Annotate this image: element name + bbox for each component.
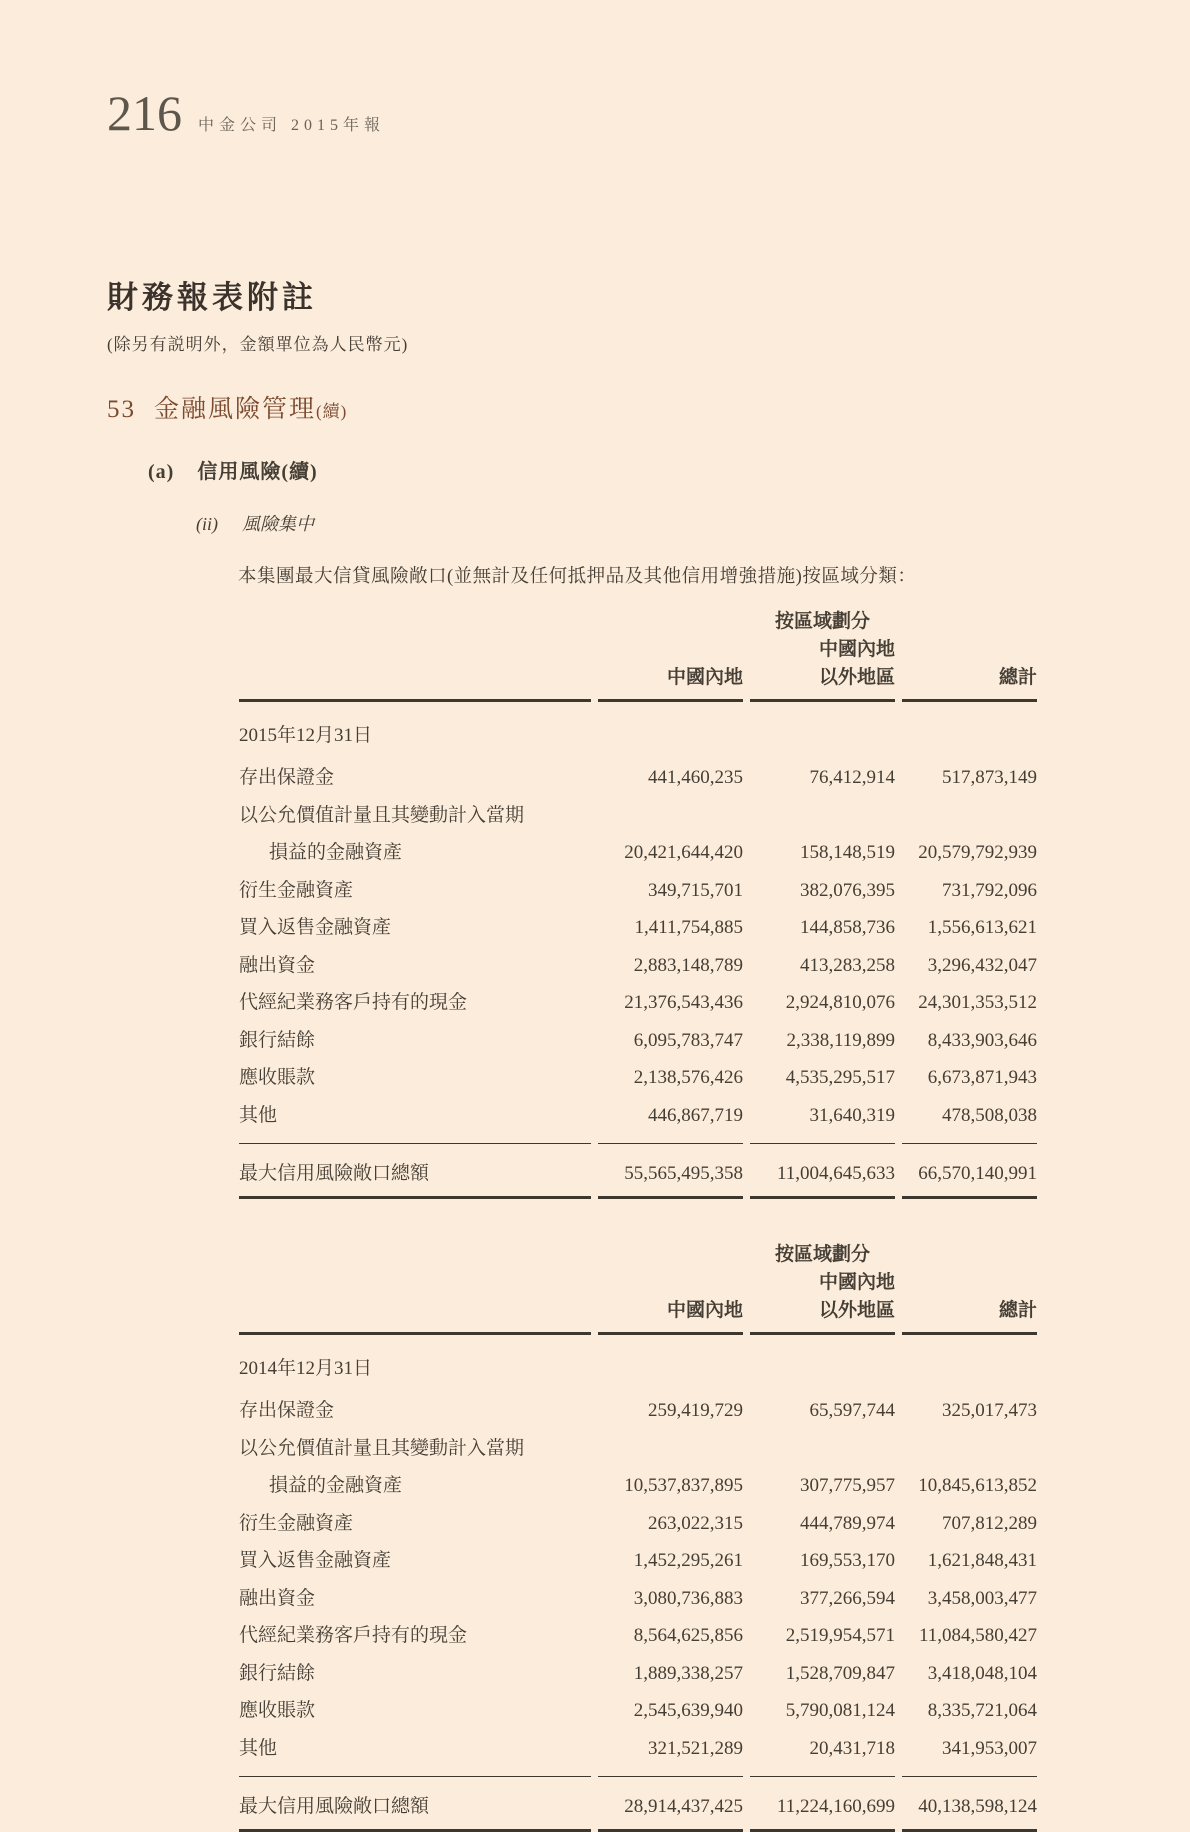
total-label: 最大信用風險敞口總額 (239, 1777, 591, 1832)
cell-value: 413,283,258 (800, 954, 895, 976)
report-brand: 中金公司 2015年報 (198, 117, 386, 134)
subsubsection-heading (196, 510, 1083, 536)
cell-value: 263,022,315 (648, 1512, 743, 1534)
cell-value: 20,579,792,939 (918, 842, 1037, 863)
cell-value: 3,458,003,477 (927, 1587, 1037, 1609)
table-row (239, 1430, 1037, 1468)
cell-value (598, 1430, 743, 1468)
cell-value: 441,460,235 (648, 767, 743, 788)
page-header (107, 85, 386, 141)
table-row (239, 797, 1037, 835)
total-value: 11,224,160,699 (750, 1777, 895, 1832)
section-title: 金融風險管理 (154, 396, 317, 423)
cell-value: 259,419,729 (648, 1400, 743, 1421)
cell-value: 349,715,701 (648, 879, 743, 901)
cell-value: 5,790,081,124 (785, 1700, 895, 1721)
cell-value: 382,076,395 (800, 879, 895, 901)
header-col3-bottom: 以外地區 (750, 1297, 895, 1335)
cell-value: 8,433,903,646 (927, 1029, 1037, 1051)
cell-value: 2,924,810,076 (785, 992, 895, 1013)
row-label: 銀行結餘 (239, 1029, 316, 1051)
row-label: 應收賬款 (239, 1700, 316, 1721)
row-label: 其他 (239, 1730, 591, 1778)
total-row (239, 1144, 1037, 1199)
row-label: 代經紀業務客戶持有的現金 (239, 1625, 468, 1646)
cell-value: 20,431,718 (750, 1730, 895, 1778)
row-label: 損益的金融資產 (269, 842, 403, 863)
row-label: 應收賬款 (239, 1067, 316, 1088)
total-value: 40,138,598,124 (902, 1777, 1037, 1832)
cell-value: 1,528,709,847 (785, 1662, 895, 1684)
table-rows-2015 (239, 702, 1037, 1199)
header-group-row (239, 1241, 1037, 1269)
document-title: 財務報表附註 (107, 280, 317, 315)
row-label: 代經紀業務客戶持有的現金 (239, 992, 468, 1013)
cell-value: 8,335,721,064 (927, 1700, 1037, 1721)
section-number: 53 (107, 396, 136, 423)
cell-value: 10,845,613,852 (918, 1475, 1037, 1496)
cell-value (750, 1430, 895, 1468)
table-row (239, 1692, 1037, 1730)
cell-value: 341,953,007 (902, 1730, 1037, 1778)
header-total: 總計 (902, 1297, 1037, 1335)
header-col2: 中國內地 (598, 1297, 743, 1335)
page-body (107, 272, 1083, 1832)
cell-value: 21,376,543,436 (624, 992, 743, 1013)
table-rows-2014 (239, 1335, 1037, 1832)
subsection-heading (148, 455, 1083, 484)
table-row (239, 984, 1037, 1022)
total-value: 11,004,645,633 (750, 1144, 895, 1199)
document-subtitle: (除另有説明外，金額單位為人民幣元) (107, 335, 409, 354)
cell-value: 31,640,319 (750, 1097, 895, 1145)
cell-value: 65,597,744 (809, 1400, 895, 1421)
cell-value: 158,148,519 (800, 842, 895, 863)
cell-value: 321,521,289 (598, 1730, 743, 1778)
date-row (239, 702, 1037, 759)
row-label: 衍生金融資產 (239, 879, 354, 901)
subsubsection-title: 風險集中 (242, 514, 314, 534)
cell-value: 10,537,837,895 (624, 1475, 743, 1496)
cell-value: 8,564,625,856 (633, 1625, 743, 1646)
page-number: 216 (107, 85, 182, 141)
cell-value: 478,508,038 (902, 1097, 1037, 1145)
cell-value: 144,858,736 (800, 917, 895, 938)
cell-value: 11,084,580,427 (918, 1625, 1037, 1646)
cell-value (750, 797, 895, 835)
cell-value: 2,519,954,571 (785, 1625, 895, 1646)
row-label: 銀行結餘 (239, 1662, 316, 1684)
table-row (239, 1730, 1037, 1778)
total-label: 最大信用風險敞口總額 (239, 1144, 591, 1199)
table-row (239, 1617, 1037, 1655)
table-row (239, 1392, 1037, 1430)
cell-value: 446,867,719 (598, 1097, 743, 1145)
row-label: 融出資金 (239, 1587, 316, 1609)
row-label: 存出保證金 (239, 1400, 335, 1421)
section-continued-mark: (續) (316, 402, 348, 421)
row-label: 以公允價值計量且其變動計入當期 (239, 1437, 525, 1459)
cell-value: 1,452,295,261 (633, 1550, 743, 1571)
table-row (239, 1542, 1037, 1580)
row-label: 買入返售金融資產 (239, 917, 392, 938)
subsection-marker: (a) (148, 461, 175, 483)
header-col2: 中國內地 (598, 664, 743, 702)
header-subline-row (239, 1269, 1037, 1297)
cell-value (902, 1430, 1037, 1468)
header-columns-row (239, 1297, 1037, 1335)
header-group-label: 按區域劃分 (774, 1244, 870, 1265)
credit-risk-table-2014 (232, 1241, 1044, 1832)
table-row (239, 872, 1037, 910)
table-row (239, 1580, 1037, 1618)
row-label: 以公允價值計量且其變動計入當期 (239, 804, 525, 826)
subsubsection-marker: (ii) (196, 514, 218, 534)
cell-value: 3,296,432,047 (927, 954, 1037, 976)
row-label: 衍生金融資產 (239, 1512, 354, 1534)
total-value: 66,570,140,991 (902, 1144, 1037, 1199)
cell-value: 444,789,974 (800, 1512, 895, 1534)
date-row (239, 1335, 1037, 1392)
cell-value: 2,883,148,789 (633, 954, 743, 976)
table-row (239, 1097, 1037, 1145)
cell-value: 307,775,957 (800, 1475, 895, 1496)
cell-value: 707,812,289 (942, 1512, 1037, 1534)
cell-value: 4,535,295,517 (785, 1067, 895, 1088)
cell-value: 6,673,871,943 (927, 1067, 1037, 1088)
cell-value: 1,889,338,257 (633, 1662, 743, 1684)
header-group-row (239, 608, 1037, 636)
credit-risk-table-2015 (232, 608, 1044, 1199)
cell-value: 76,412,914 (809, 767, 895, 788)
cell-value: 6,095,783,747 (633, 1029, 743, 1051)
table-row (239, 759, 1037, 797)
row-label: 買入返售金融資產 (239, 1550, 392, 1571)
total-row (239, 1777, 1037, 1832)
table-row (239, 1059, 1037, 1097)
table-date: 2015年12月31日 (239, 725, 373, 746)
header-columns-row (239, 664, 1037, 702)
cell-value: 3,418,048,104 (927, 1662, 1037, 1684)
row-label: 損益的金融資產 (269, 1475, 403, 1496)
table-intro-text: 本集團最大信貸風險敞口(並無計及任何抵押品及其他信用增強措施)按區域分類： (238, 567, 917, 587)
header-col3-top: 中國內地 (818, 1272, 895, 1293)
header-total: 總計 (902, 664, 1037, 702)
header-group-label: 按區域劃分 (774, 611, 870, 632)
cell-value: 1,556,613,621 (927, 917, 1037, 938)
cell-value: 377,266,594 (800, 1587, 895, 1609)
cell-value: 3,080,736,883 (633, 1587, 743, 1609)
cell-value: 24,301,353,512 (918, 992, 1037, 1013)
section-heading (107, 389, 1083, 425)
table-row (239, 1467, 1037, 1505)
row-label: 存出保證金 (239, 767, 335, 788)
row-label: 其他 (239, 1097, 591, 1145)
table-row (239, 947, 1037, 985)
cell-value: 517,873,149 (942, 767, 1037, 788)
cell-value: 731,792,096 (942, 879, 1037, 901)
table-row (239, 1655, 1037, 1693)
cell-value (902, 797, 1037, 835)
table-row (239, 1022, 1037, 1060)
table-row (239, 1505, 1037, 1543)
table-row (239, 909, 1037, 947)
total-value: 55,565,495,358 (598, 1144, 743, 1199)
cell-value: 20,421,644,420 (624, 842, 743, 863)
cell-value: 2,338,119,899 (786, 1029, 895, 1051)
header-subline-row (239, 636, 1037, 664)
total-value: 28,914,437,425 (598, 1777, 743, 1832)
cell-value: 2,138,576,426 (633, 1067, 743, 1088)
table-row (239, 834, 1037, 872)
table-date: 2014年12月31日 (239, 1358, 373, 1379)
cell-value: 1,621,848,431 (927, 1550, 1037, 1571)
header-col3-top: 中國內地 (818, 639, 895, 660)
subsection-title: 信用風險(續) (197, 461, 318, 483)
row-label: 融出資金 (239, 954, 316, 976)
cell-value: 169,553,170 (800, 1550, 895, 1571)
cell-value (598, 797, 743, 835)
cell-value: 1,411,754,885 (634, 917, 743, 938)
cell-value: 2,545,639,940 (633, 1700, 743, 1721)
cell-value: 325,017,473 (942, 1400, 1037, 1421)
header-col3-bottom: 以外地區 (750, 664, 895, 702)
